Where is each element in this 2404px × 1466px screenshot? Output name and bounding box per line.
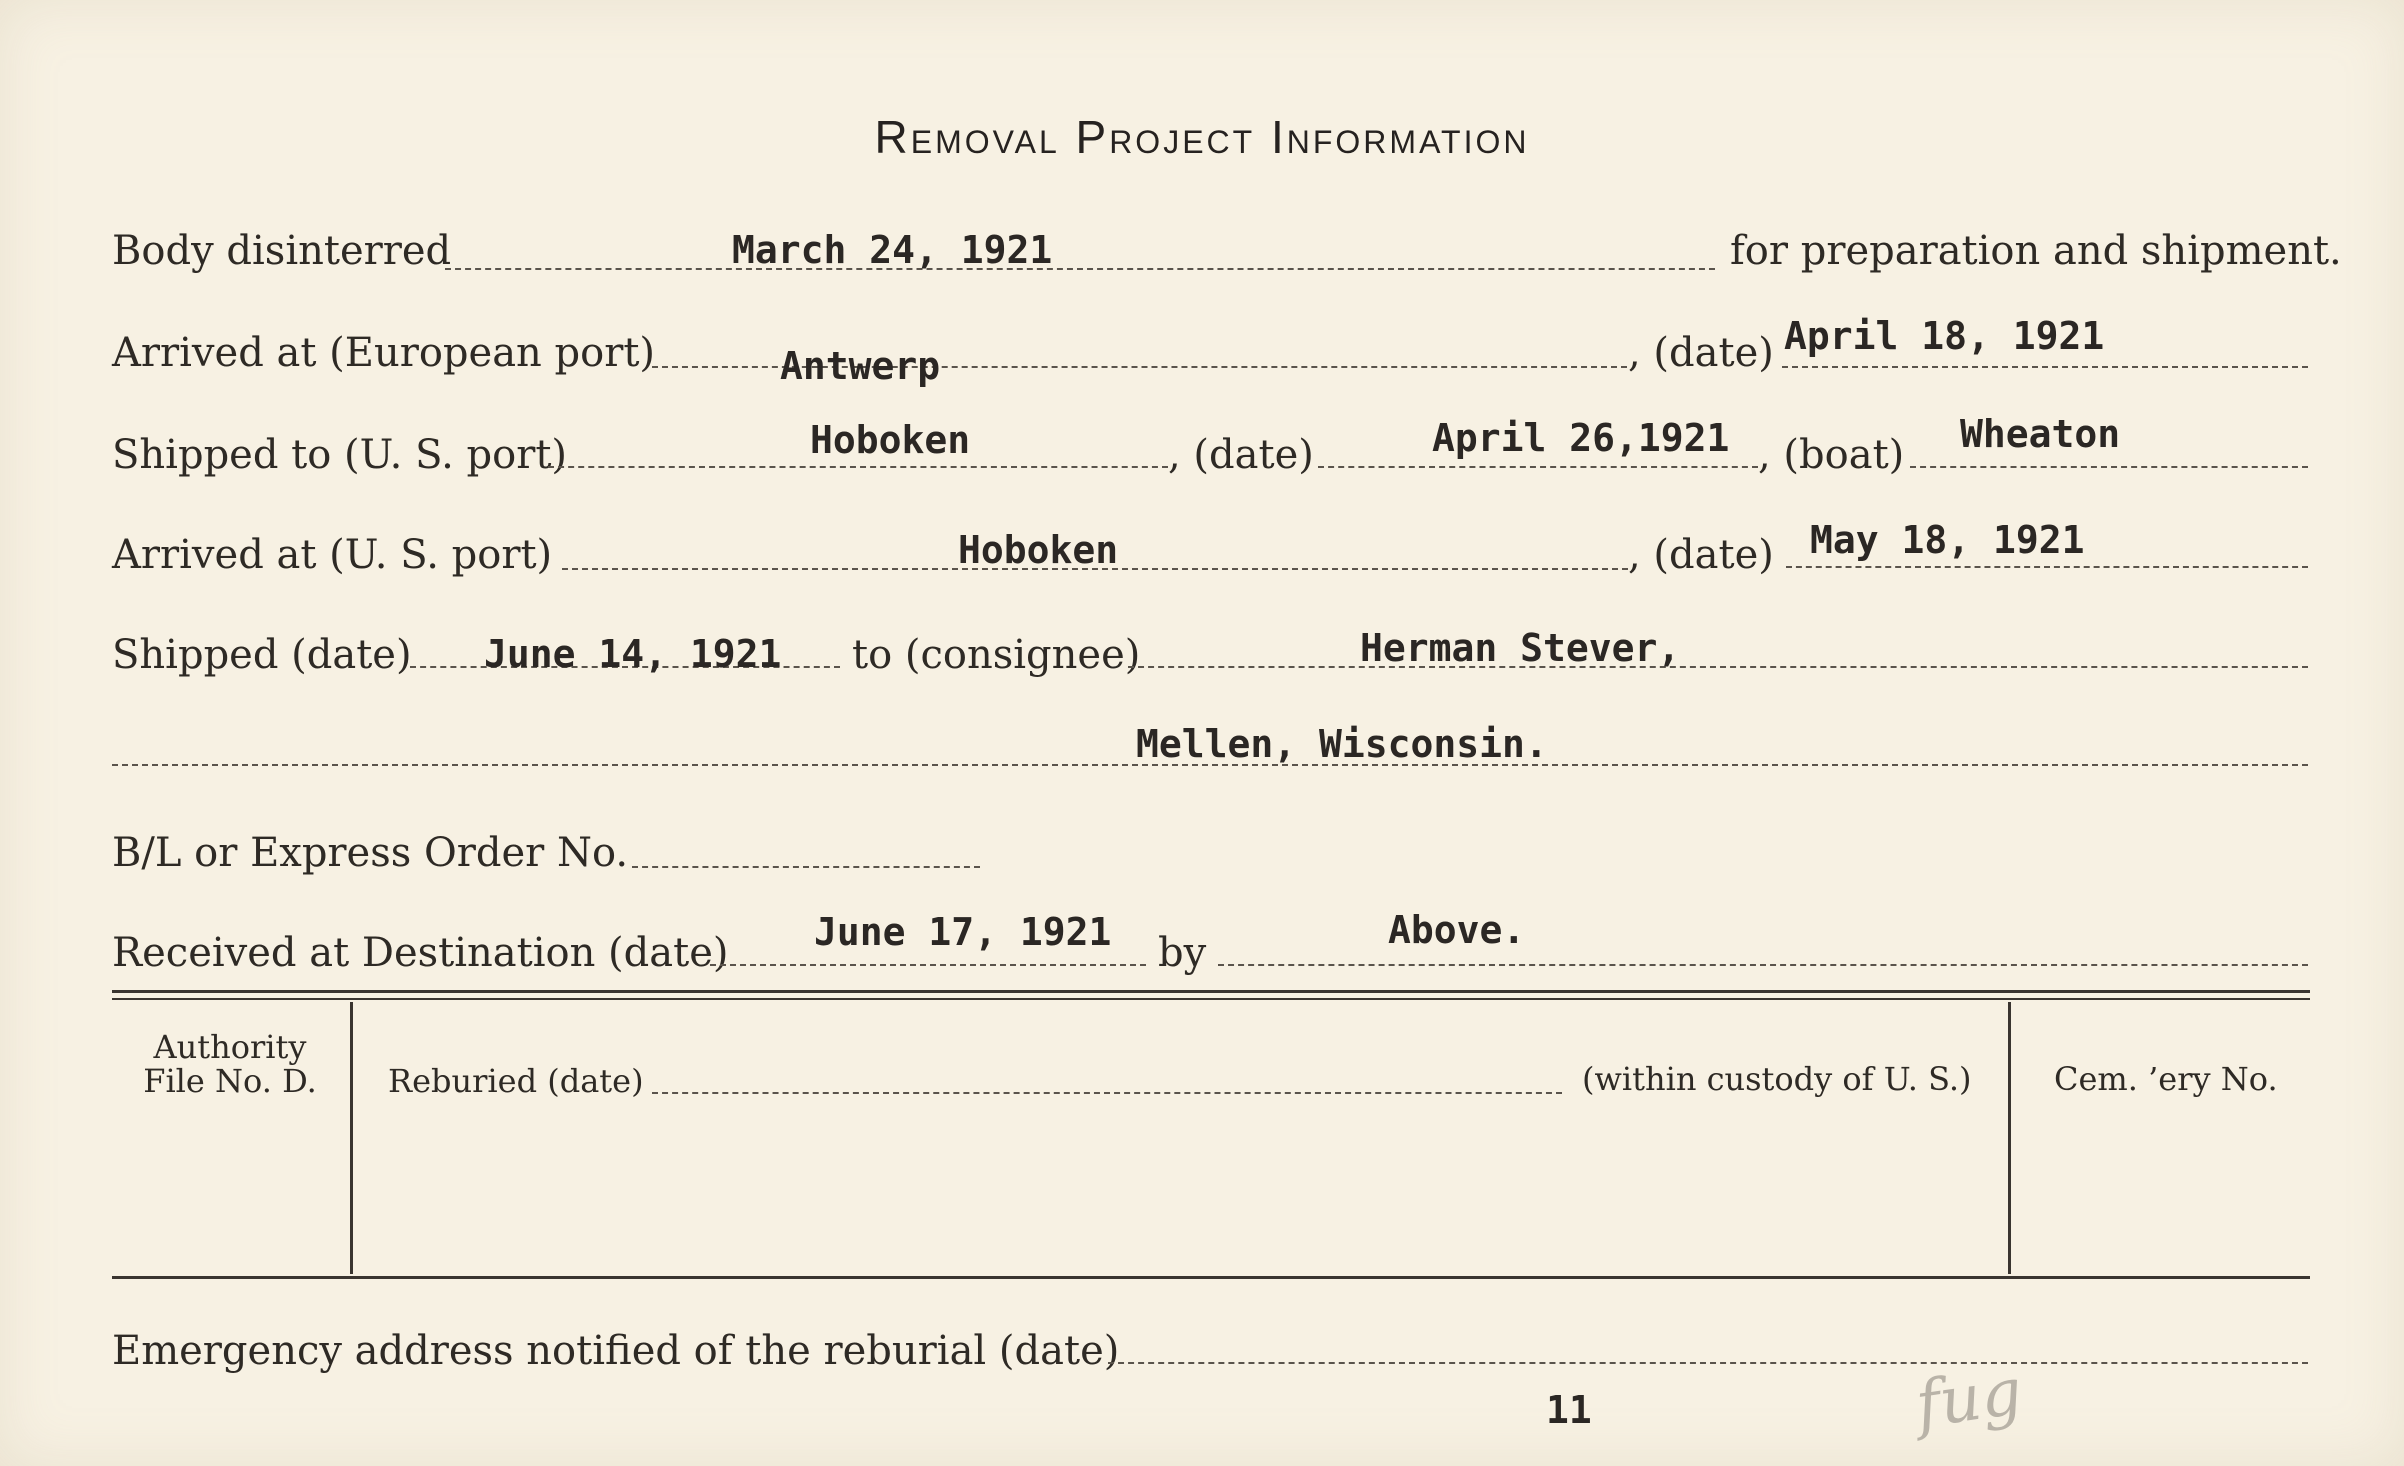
section-top-rule-1 [112, 990, 2310, 993]
received-by-line [1218, 964, 2308, 966]
received-by-label: by [1158, 930, 1207, 976]
received-date-value: June 17, 1921 [814, 910, 1112, 954]
bl-order-line [632, 866, 980, 868]
arrived-us-port-value: Hoboken [958, 528, 1119, 572]
shipped-to-us-port-value: Hoboken [810, 418, 971, 462]
handwritten-initials: fug [1911, 1354, 2027, 1444]
arrived-us-date-line [1786, 566, 2308, 568]
section-divider-left [350, 1002, 353, 1274]
shipped-to-us-label: Shipped to (U. S. port) [112, 432, 567, 478]
emergency-address-label: Emergency address notified of the reburial (date) [112, 1328, 1120, 1374]
arrived-us-date-value: May 18, 1921 [1810, 518, 2085, 562]
consignee-label: to (consignee) [852, 632, 1141, 678]
shipped-to-us-boat-label: , (boat) [1758, 432, 1905, 478]
authority-label-line1: Authority [153, 1028, 307, 1066]
authority-label-line2: File No. D. [143, 1062, 317, 1100]
received-by-value: Above. [1388, 908, 1526, 952]
card-number: 11 [1546, 1388, 1592, 1432]
arrived-european-label: Arrived at (European port) [112, 330, 656, 376]
body-disinterred-line [445, 268, 1715, 270]
bl-order-label: B/L or Express Order No. [112, 830, 629, 876]
arrived-us-date-label: , (date) [1628, 532, 1774, 578]
emergency-date-line [1108, 1362, 2308, 1364]
shipped-date-label: Shipped (date) [112, 632, 412, 678]
body-disinterred-label: Body disinterred [112, 228, 452, 274]
card-title: Removal Project Information [874, 111, 1530, 163]
shipped-to-us-boat-value: Wheaton [1960, 412, 2121, 456]
received-date-line [710, 964, 1146, 966]
reburied-date-line [652, 1092, 1562, 1094]
section-divider-right [2008, 1002, 2011, 1274]
arrived-european-date-line [1782, 366, 2308, 368]
consignee-address-value: Mellen, Wisconsin. [1136, 722, 1548, 766]
shipped-to-us-line [548, 466, 1168, 468]
authority-file-label [112, 1030, 348, 1098]
shipped-to-us-boat-line [1910, 466, 2308, 468]
section-bottom-rule [112, 1276, 2310, 1279]
shipped-to-us-date-label: , (date) [1168, 432, 1314, 478]
consignee-line [1128, 666, 2308, 668]
arrived-european-date-value: April 18, 1921 [1784, 314, 2105, 358]
received-label: Received at Destination (date) [112, 930, 729, 976]
shipped-to-us-date-value: April 26,1921 [1432, 416, 1730, 460]
consignee-value: Herman Stever, [1360, 626, 1681, 670]
cemetery-no-label: Cem. ’ery No. [2054, 1060, 2278, 1098]
custody-label: (within custody of U. S.) [1582, 1060, 1972, 1098]
shipped-date-value: June 14, 1921 [484, 632, 782, 676]
body-disinterred-suffix: for preparation and shipment. [1730, 228, 2342, 274]
arrived-us-label: Arrived at (U. S. port) [112, 532, 553, 578]
section-top-rule-2 [112, 998, 2310, 1000]
arrived-european-date-label: , (date) [1628, 330, 1774, 376]
reburied-label: Reburied (date) [388, 1062, 644, 1100]
shipped-to-us-date-line [1318, 466, 1758, 468]
arrived-european-port-value: Antwerp [780, 344, 941, 388]
body-disinterred-value: March 24, 1921 [732, 228, 1053, 272]
